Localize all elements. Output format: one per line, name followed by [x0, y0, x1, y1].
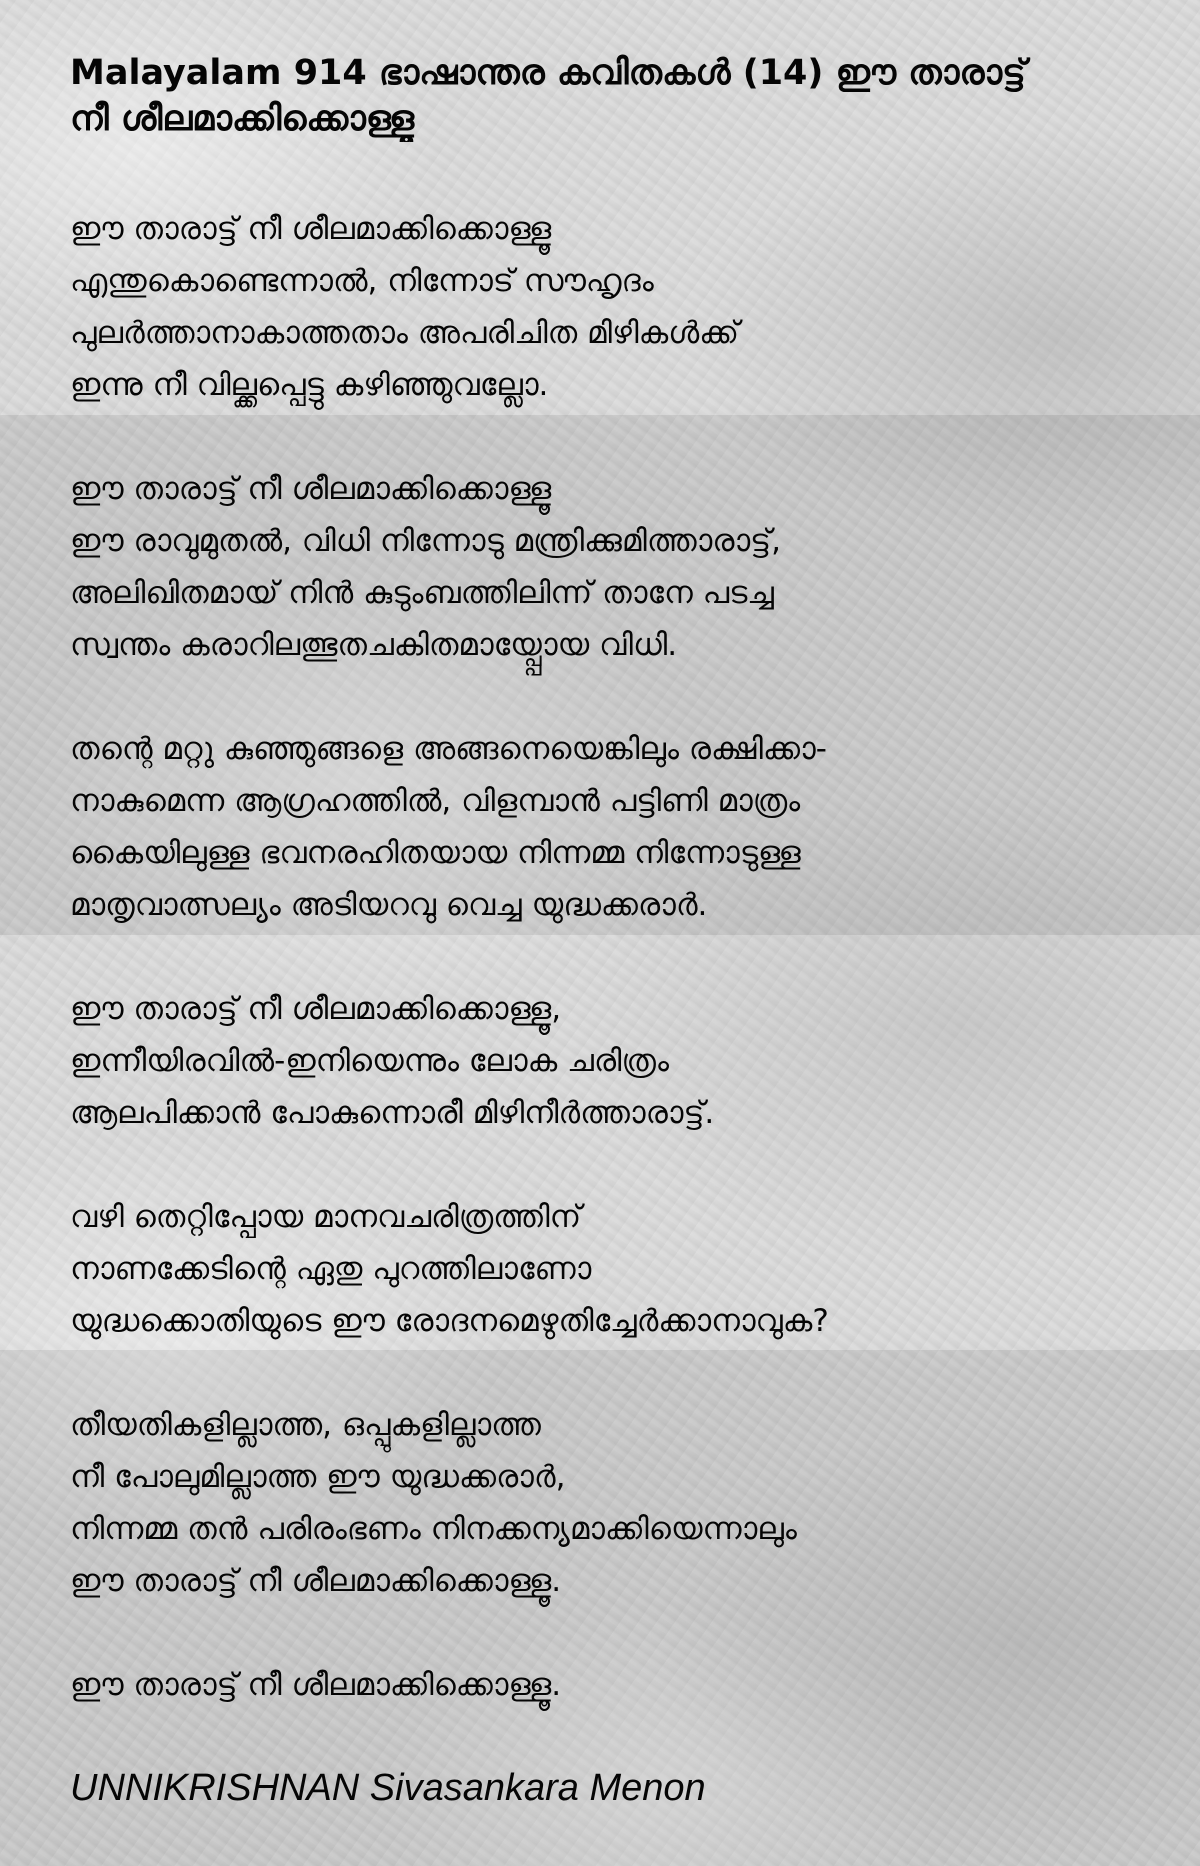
stanza-1 — [70, 203, 1170, 411]
poem-line: മാതൃവാത്സല്യം അടിയറവു വെച്ച യുദ്ധക്കരാർ. — [70, 887, 708, 923]
poem-line: പുലർത്താനാകാത്തതാം അപരിചിത മിഴികൾക്ക് — [70, 315, 740, 351]
title-line-2: നീ ശീലമാക്കിക്കൊള്ളൂ — [70, 99, 415, 139]
stanza-7 — [70, 1659, 1170, 1711]
poem-line: ഈ താരാട്ട് നീ ശീലമാക്കിക്കൊള്ളൂ — [70, 471, 552, 507]
stanza-2 — [70, 463, 1170, 671]
poem-body — [70, 203, 1170, 1763]
stanza-3 — [70, 723, 1170, 931]
stanza-6 — [70, 1399, 1170, 1607]
poem-line: എന്തുകൊണ്ടെന്നാൽ, നിന്നോട് സൗഹൃദം — [70, 263, 654, 299]
poem-line: ഈ താരാട്ട് നീ ശീലമാക്കിക്കൊള്ളൂ, — [70, 991, 562, 1027]
poem-line: ഈ താരാട്ട് നീ ശീലമാക്കിക്കൊള്ളൂ. — [70, 1667, 562, 1703]
poem-line: തന്റെ മറ്റു കുഞ്ഞുങ്ങളെ അങ്ങനെയെങ്കിലും രക്ഷിക്കാ- — [70, 731, 827, 767]
poem-line: ആലപിക്കാൻ പോകുന്നൊരീ മിഴിനീർത്താരാട്ട്. — [70, 1095, 715, 1131]
stanza-4 — [70, 983, 1170, 1139]
title-line-1: Malayalam 914 ഭാഷാന്തര കവിതകൾ (14) ഈ താരാട്ട് — [70, 53, 1026, 93]
poem-line: നാണക്കേടിന്റെ ഏതു പുറത്തിലാണോ — [70, 1251, 592, 1287]
poem-line: തീയതികളില്ലാത്ത, ഒപ്പുകളില്ലാത്ത — [70, 1407, 541, 1443]
poem-line: ഇന്നീയിരവിൽ-ഇനിയെന്നും ലോക ചരിത്രം — [70, 1043, 669, 1079]
poem-line: നിന്നമ്മ തൻ പരിരംഭണം നിനക്കന്യമാക്കിയെന്നാലും — [70, 1511, 797, 1547]
author-name: UNNIKRISHNAN Sivasankara Menon — [70, 1767, 706, 1809]
stanza-5 — [70, 1191, 1170, 1347]
poem-line: ഈ താരാട്ട് നീ ശീലമാക്കിക്കൊള്ളൂ — [70, 211, 552, 247]
poem-line: നാകുമെന്ന ആഗ്രഹത്തിൽ, വിളമ്പാൻ പട്ടിണി മാത്രം — [70, 783, 801, 819]
poem-line: വഴി തെറ്റിപ്പോയ മാനവചരിത്രത്തിന് — [70, 1199, 582, 1235]
page-title — [70, 50, 1200, 142]
poem-line: ഇന്നു നീ വില്ക്കപ്പെട്ടു കഴിഞ്ഞുവല്ലോ. — [70, 367, 549, 403]
poem-line: നീ പോലുമില്ലാത്ത ഈ യുദ്ധക്കരാർ, — [70, 1459, 566, 1495]
poem-line: സ്വന്തം കരാറിലത്ഭുതചകിതമായ്പ്പോയ വിധി. — [70, 627, 678, 663]
poem-line: യുദ്ധക്കൊതിയുടെ ഈ രോദനമെഴുതിച്ചേർക്കാനാവുക? — [70, 1303, 829, 1339]
poem-line: അലിഖിതമായ് നിൻ കുടുംബത്തിലിന്ന് താനേ പടച്ച — [70, 575, 774, 611]
poem-line: കൈയിലുള്ള ഭവനരഹിതയായ നിന്നമ്മ നിന്നോടുള്ള — [70, 835, 801, 871]
poem-line: ഈ രാവുമുതൽ, വിധി നിന്നോടു മന്ത്രിക്കുമിത്താരാട്ട്, — [70, 523, 781, 559]
poem-line: ഈ താരാട്ട് നീ ശീലമാക്കിക്കൊള്ളൂ. — [70, 1563, 562, 1599]
